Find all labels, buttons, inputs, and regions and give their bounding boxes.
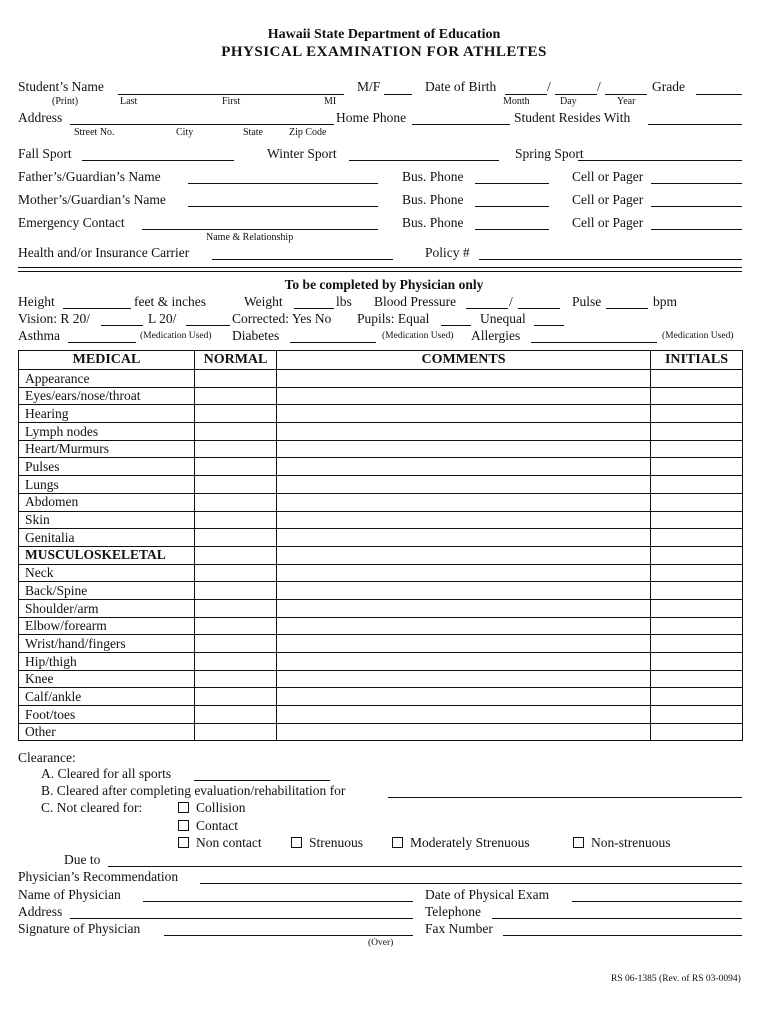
height-label: Height <box>18 294 55 309</box>
recommendation-label: Physician’s Recommendation <box>18 869 179 884</box>
vision-right-label: Vision: R 20/ <box>18 311 90 326</box>
initials-cell[interactable] <box>651 582 743 600</box>
clearance-label: Clearance: <box>18 750 76 765</box>
emergency-contact-field[interactable] <box>142 229 378 230</box>
table-row <box>19 564 743 582</box>
collision-label: Collision <box>196 800 246 815</box>
resides-with-field[interactable] <box>648 124 742 125</box>
non-strenuous-option[interactable] <box>573 836 671 850</box>
contact-label: Contact <box>196 818 238 833</box>
exam-item-label: Lungs <box>19 476 195 494</box>
vision-right-field[interactable] <box>101 325 143 326</box>
insurance-field[interactable] <box>212 259 393 260</box>
table-row <box>19 670 743 688</box>
grade-field[interactable] <box>696 94 742 95</box>
exam-item-label: Genitalia <box>19 529 195 547</box>
table-row <box>19 423 743 441</box>
grade-label: Grade <box>652 79 685 94</box>
physician-address-field[interactable] <box>70 918 413 919</box>
exam-item-label: Other <box>19 723 195 741</box>
vision-left-field[interactable] <box>186 325 230 326</box>
due-to-field[interactable] <box>108 866 742 867</box>
normal-cell[interactable] <box>195 564 277 582</box>
father-cell-field[interactable] <box>651 183 742 184</box>
dob-separator: / <box>597 79 601 94</box>
moderately-strenuous-label: Moderately Strenuous <box>410 835 530 850</box>
table-row <box>19 599 743 617</box>
emergency-contact-label: Emergency Contact <box>18 215 125 230</box>
initials-cell[interactable] <box>651 476 743 494</box>
mother-name-field[interactable] <box>188 206 378 207</box>
table-row <box>19 635 743 653</box>
fall-sport-field[interactable] <box>82 160 234 161</box>
emergency-cell-label: Cell or Pager <box>572 215 644 230</box>
clearance-a-field[interactable] <box>194 780 330 781</box>
comments-cell[interactable] <box>277 529 651 547</box>
exam-item-label: Neck <box>19 564 195 582</box>
comments-cell[interactable] <box>277 423 651 441</box>
exam-item-label: Eyes/ears/nose/throat <box>19 387 195 405</box>
initials-cell[interactable] <box>651 635 743 653</box>
height-field[interactable] <box>63 308 131 309</box>
normal-cell[interactable] <box>195 511 277 529</box>
pulse-label: Pulse <box>572 294 602 309</box>
fall-sport-label: Fall Sport <box>18 146 72 161</box>
non-strenuous-label: Non-strenuous <box>591 835 671 850</box>
exam-item-label: Calf/ankle <box>19 688 195 706</box>
blood-pressure-label: Blood Pressure <box>374 294 457 309</box>
sublabel-day: Day <box>560 96 577 107</box>
over-note: (Over) <box>368 938 394 948</box>
sublabel-first: First <box>222 96 241 107</box>
normal-cell[interactable] <box>195 617 277 635</box>
table-row <box>19 458 743 476</box>
bp-diastolic-field[interactable] <box>518 308 560 309</box>
form-number: RS 06-1385 (Rev. of RS 03-0094) <box>611 974 741 984</box>
comments-cell[interactable] <box>277 440 651 458</box>
pupils-equal-field[interactable] <box>441 325 471 326</box>
fax-label: Fax Number <box>425 921 493 936</box>
lbs-label: lbs <box>336 294 352 309</box>
initials-cell[interactable] <box>651 617 743 635</box>
student-name-label: Student’s Name <box>18 79 104 94</box>
normal-cell[interactable] <box>195 706 277 724</box>
section-divider <box>18 267 742 268</box>
spring-sport-label: Spring Sport <box>515 146 584 161</box>
table-row <box>19 653 743 671</box>
table-row <box>19 706 743 724</box>
exam-item-label: Heart/Murmurs <box>19 440 195 458</box>
mother-name-label: Mother’s/Guardian’s Name <box>18 192 166 207</box>
normal-cell[interactable] <box>195 370 277 388</box>
moderately-strenuous-option[interactable] <box>392 836 530 850</box>
sublabel-mi: MI <box>324 96 337 107</box>
exam-item-label: Knee <box>19 670 195 688</box>
clearance-a-label: A. Cleared for all sports <box>41 766 172 781</box>
father-name-field[interactable] <box>188 183 378 184</box>
policy-label: Policy # <box>425 245 470 260</box>
exam-item-label: Back/Spine <box>19 582 195 600</box>
dob-year-field[interactable] <box>605 94 647 95</box>
normal-cell[interactable] <box>195 529 277 547</box>
diabetes-medication-label: (Medication Used) <box>382 331 454 341</box>
sublabel-street: Street No. <box>74 127 115 138</box>
normal-cell[interactable] <box>195 653 277 671</box>
initials-cell[interactable] <box>651 529 743 547</box>
comments-cell[interactable] <box>277 599 651 617</box>
comments-cell[interactable] <box>277 476 651 494</box>
student-name-field[interactable] <box>118 94 344 95</box>
physician-address-label: Address <box>18 904 63 919</box>
home-phone-field[interactable] <box>412 124 510 125</box>
initials-cell[interactable] <box>651 423 743 441</box>
sex-field[interactable] <box>384 94 412 95</box>
sublabel-name-relationship: Name & Relationship <box>206 232 294 243</box>
medical-exam-table <box>18 350 743 741</box>
strenuous-checkbox[interactable] <box>291 837 302 848</box>
sublabel-city: City <box>176 127 194 138</box>
non-contact-label: Non contact <box>196 835 262 850</box>
initials-cell[interactable] <box>651 670 743 688</box>
sublabel-state: State <box>243 127 263 138</box>
bp-separator: / <box>509 294 513 309</box>
resides-with-label: Student Resides With <box>514 110 631 125</box>
normal-cell[interactable] <box>195 670 277 688</box>
spring-sport-field[interactable] <box>578 160 742 161</box>
asthma-field[interactable] <box>68 342 136 343</box>
bpm-label: bpm <box>653 294 678 309</box>
address-label: Address <box>18 110 63 125</box>
comments-cell[interactable] <box>277 564 651 582</box>
initials-cell[interactable] <box>651 370 743 388</box>
initials-cell[interactable] <box>651 706 743 724</box>
section-divider <box>18 271 742 272</box>
initials-cell[interactable] <box>651 511 743 529</box>
emergency-bus-phone-label: Bus. Phone <box>402 215 464 230</box>
normal-cell[interactable] <box>195 423 277 441</box>
exam-date-label: Date of Physical Exam <box>425 887 550 902</box>
initials-cell[interactable] <box>651 723 743 741</box>
comments-cell[interactable] <box>277 635 651 653</box>
allergies-medication-label: (Medication Used) <box>662 331 734 341</box>
pupils-label: Pupils: Equal <box>357 311 430 326</box>
physician-heading: To be completed by Physician only <box>284 277 484 292</box>
weight-field[interactable] <box>294 308 334 309</box>
sublabel-year: Year <box>617 96 636 107</box>
initials-cell[interactable] <box>651 599 743 617</box>
collision-option[interactable] <box>178 801 246 815</box>
comments-cell[interactable] <box>277 653 651 671</box>
initials-cell[interactable] <box>651 546 743 564</box>
normal-cell[interactable] <box>195 387 277 405</box>
father-name-label: Father’s/Guardian’s Name <box>18 169 161 184</box>
comments-cell[interactable] <box>277 387 651 405</box>
mother-cell-label: Cell or Pager <box>572 192 644 207</box>
table-row <box>19 546 743 564</box>
exam-item-label: Foot/toes <box>19 706 195 724</box>
physician-name-field[interactable] <box>143 901 413 902</box>
vision-left-label: L 20/ <box>148 311 177 326</box>
comments-cell[interactable] <box>277 546 651 564</box>
normal-cell[interactable] <box>195 688 277 706</box>
dob-label: Date of Birth <box>425 79 497 94</box>
header-medical: MEDICAL <box>19 351 195 370</box>
comments-cell[interactable] <box>277 511 651 529</box>
table-row <box>19 370 743 388</box>
initials-cell[interactable] <box>651 688 743 706</box>
normal-cell[interactable] <box>195 476 277 494</box>
table-header-row <box>19 351 743 370</box>
table-row <box>19 476 743 494</box>
exam-item-label: Hip/thigh <box>19 653 195 671</box>
corrected-label: Corrected: Yes No <box>232 311 332 326</box>
non-strenuous-checkbox[interactable] <box>573 837 584 848</box>
exam-item-label: Hearing <box>19 405 195 423</box>
contact-option[interactable] <box>178 819 238 833</box>
clearance-b-label: B. Cleared after completing evaluation/rehabilitation for <box>41 783 346 798</box>
telephone-field[interactable] <box>492 918 742 919</box>
comments-cell[interactable] <box>277 405 651 423</box>
normal-cell[interactable] <box>195 440 277 458</box>
initials-cell[interactable] <box>651 405 743 423</box>
exam-item-label: Skin <box>19 511 195 529</box>
exam-item-label: Lymph nodes <box>19 423 195 441</box>
exam-date-field[interactable] <box>572 901 742 902</box>
form-title: PHYSICAL EXAMINATION FOR ATHLETES <box>221 44 547 60</box>
feet-inches-label: feet & inches <box>134 294 206 309</box>
recommendation-field[interactable] <box>200 883 742 884</box>
exam-item-label: Elbow/forearm <box>19 617 195 635</box>
table-row <box>19 582 743 600</box>
table-row <box>19 617 743 635</box>
bp-systolic-field[interactable] <box>466 308 508 309</box>
table-row <box>19 387 743 405</box>
department-name: Hawaii State Department of Education <box>267 27 501 42</box>
normal-cell[interactable] <box>195 458 277 476</box>
exam-item-label: Shoulder/arm <box>19 599 195 617</box>
normal-cell[interactable] <box>195 582 277 600</box>
header-normal: NORMAL <box>195 351 277 370</box>
telephone-label: Telephone <box>425 904 482 919</box>
strenuous-label: Strenuous <box>309 835 363 850</box>
father-cell-label: Cell or Pager <box>572 169 644 184</box>
exam-item-label: Abdomen <box>19 493 195 511</box>
comments-cell[interactable] <box>277 493 651 511</box>
comments-cell[interactable] <box>277 458 651 476</box>
normal-cell[interactable] <box>195 599 277 617</box>
insurance-label: Health and/or Insurance Carrier <box>18 245 190 260</box>
father-bus-phone-field[interactable] <box>475 183 549 184</box>
allergies-field[interactable] <box>531 342 657 343</box>
table-row <box>19 688 743 706</box>
diabetes-label: Diabetes <box>232 328 280 343</box>
sublabel-month: Month <box>503 96 530 107</box>
dob-separator: / <box>547 79 551 94</box>
address-field[interactable] <box>70 124 334 125</box>
asthma-medication-label: (Medication Used) <box>140 331 212 341</box>
mother-bus-phone-field[interactable] <box>475 206 549 207</box>
dob-day-field[interactable] <box>555 94 597 95</box>
table-row <box>19 511 743 529</box>
pupils-unequal-field[interactable] <box>534 325 564 326</box>
dob-month-field[interactable] <box>505 94 547 95</box>
table-row <box>19 723 743 741</box>
due-to-label: Due to <box>64 852 101 867</box>
normal-cell[interactable] <box>195 546 277 564</box>
asthma-label: Asthma <box>18 328 60 343</box>
comments-cell[interactable] <box>277 670 651 688</box>
non-contact-option[interactable] <box>178 836 262 850</box>
exam-item-label: Appearance <box>19 370 195 388</box>
initials-cell[interactable] <box>651 493 743 511</box>
comments-cell[interactable] <box>277 688 651 706</box>
comments-cell[interactable] <box>277 582 651 600</box>
initials-cell[interactable] <box>651 653 743 671</box>
signature-label: Signature of Physician <box>18 921 141 936</box>
table-row <box>19 493 743 511</box>
signature-field[interactable] <box>164 935 413 936</box>
contact-checkbox[interactable] <box>178 820 189 831</box>
normal-cell[interactable] <box>195 405 277 423</box>
sublabel-last: Last <box>120 96 138 107</box>
header-comments: COMMENTS <box>277 351 651 370</box>
fax-field[interactable] <box>503 935 742 936</box>
allergies-label: Allergies <box>471 328 521 343</box>
winter-sport-label: Winter Sport <box>267 146 337 161</box>
diabetes-field[interactable] <box>290 342 376 343</box>
normal-cell[interactable] <box>195 635 277 653</box>
table-row <box>19 529 743 547</box>
exam-item-label: Pulses <box>19 458 195 476</box>
emergency-bus-phone-field[interactable] <box>475 229 549 230</box>
mother-bus-phone-label: Bus. Phone <box>402 192 464 207</box>
physician-name-label: Name of Physician <box>18 887 121 902</box>
normal-cell[interactable] <box>195 493 277 511</box>
normal-cell[interactable] <box>195 723 277 741</box>
winter-sport-field[interactable] <box>349 160 499 161</box>
home-phone-label: Home Phone <box>336 110 407 125</box>
comments-cell[interactable] <box>277 723 651 741</box>
strenuous-option[interactable] <box>291 836 363 850</box>
father-bus-phone-label: Bus. Phone <box>402 169 464 184</box>
initials-cell[interactable] <box>651 440 743 458</box>
collision-checkbox[interactable] <box>178 802 189 813</box>
comments-cell[interactable] <box>277 617 651 635</box>
comments-cell[interactable] <box>277 370 651 388</box>
weight-label: Weight <box>244 294 283 309</box>
pulse-field[interactable] <box>606 308 648 309</box>
sublabel-zip: Zip Code <box>289 127 327 138</box>
sublabel-print: (Print) <box>52 96 79 107</box>
initials-cell[interactable] <box>651 564 743 582</box>
initials-cell[interactable] <box>651 387 743 405</box>
table-row <box>19 440 743 458</box>
initials-cell[interactable] <box>651 458 743 476</box>
section-heading-cell: MUSCULOSKELETAL <box>19 546 195 564</box>
clearance-c-label: C. Not cleared for: <box>41 800 143 815</box>
mother-cell-field[interactable] <box>651 206 742 207</box>
policy-field[interactable] <box>479 259 742 260</box>
table-row <box>19 405 743 423</box>
comments-cell[interactable] <box>277 706 651 724</box>
emergency-cell-field[interactable] <box>651 229 742 230</box>
header-initials: INITIALS <box>651 351 743 370</box>
exam-item-label: Wrist/hand/fingers <box>19 635 195 653</box>
unequal-label: Unequal <box>480 311 526 326</box>
sex-label: M/F <box>357 79 381 94</box>
non-contact-checkbox[interactable] <box>178 837 189 848</box>
moderately-strenuous-checkbox[interactable] <box>392 837 403 848</box>
clearance-b-field[interactable] <box>388 797 742 798</box>
